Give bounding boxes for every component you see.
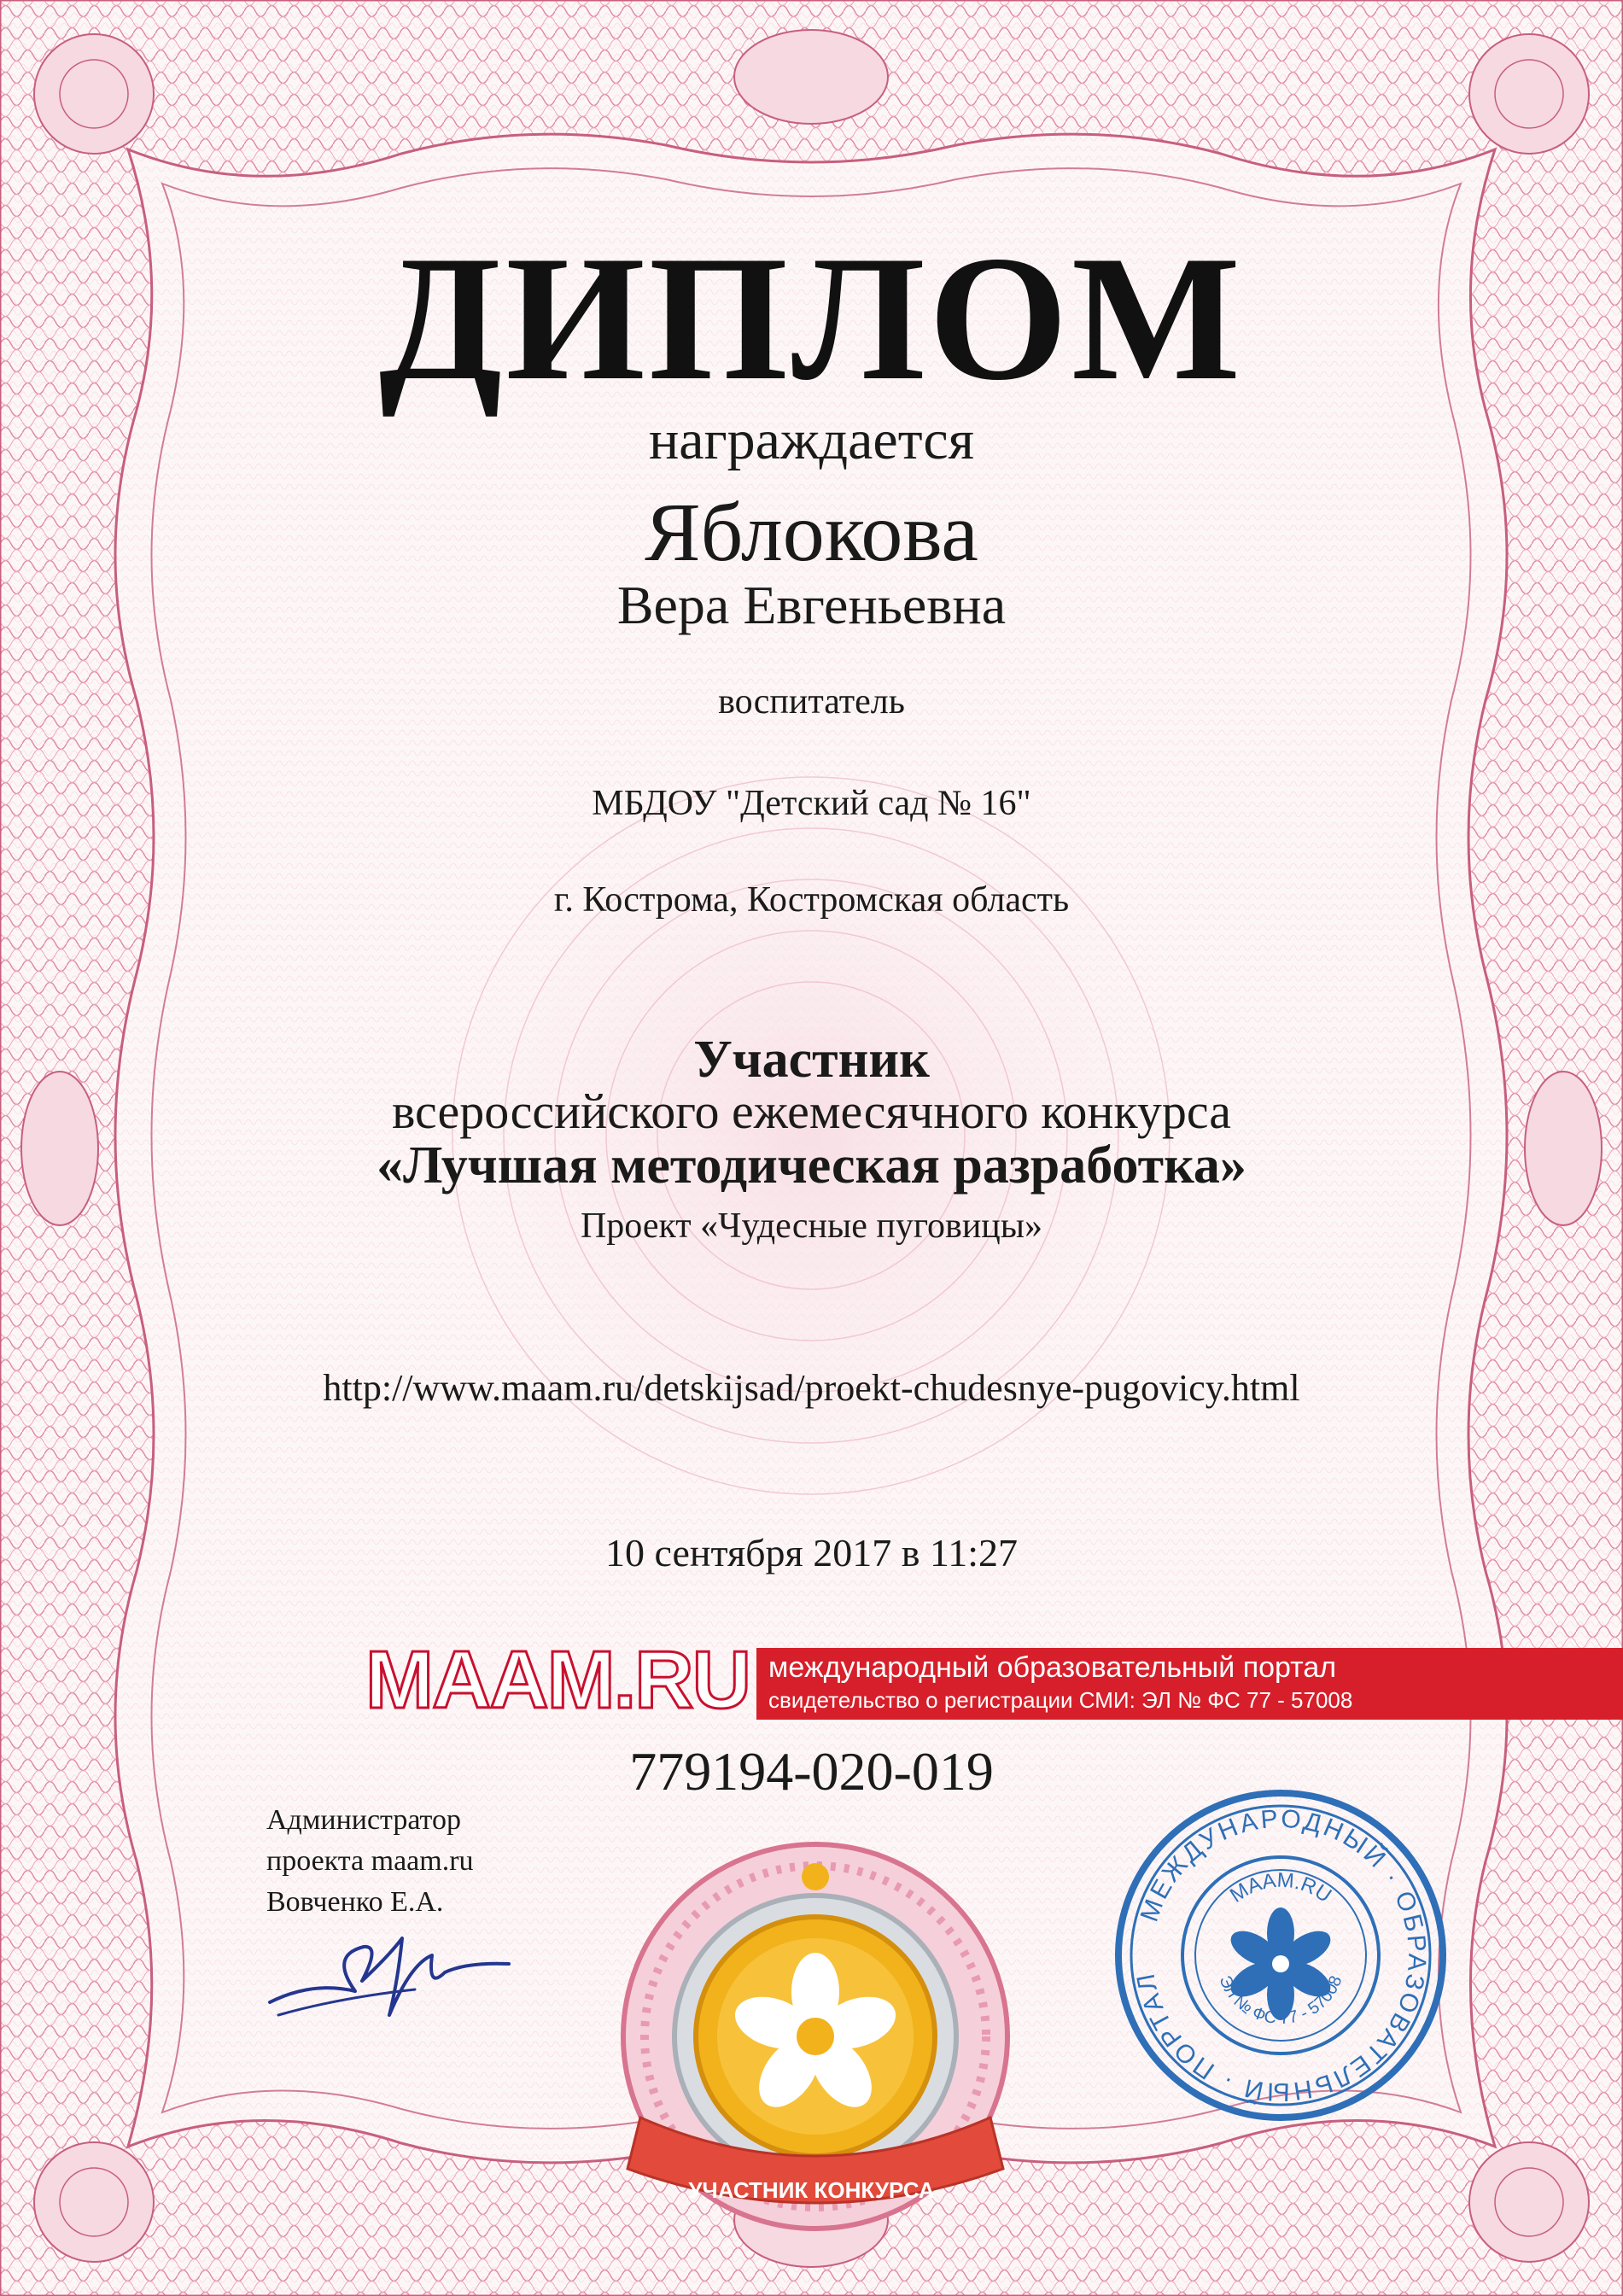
- contest-name: «Лучшая методическая разработка»: [377, 1136, 1246, 1195]
- stamp-outer-text: МЕЖДУНАРОДНЫЙ · ОБРАЗОВАТЕЛЬНЫЙ · ПОРТАЛ: [1131, 1804, 1432, 2106]
- admin-block: [266, 1800, 474, 1923]
- recipient-organization: МБДОУ "Детский сад № 16": [592, 784, 1031, 823]
- admin-title: Администратор: [266, 1804, 461, 1836]
- maam-brand-wordmark: MAAM.RU: [365, 1634, 750, 1726]
- recipient-given-names: Вера Евгеньевна: [616, 575, 1007, 635]
- awarded-text: награждается: [648, 409, 975, 471]
- project-title: Проект «Чудесные пуговицы»: [580, 1206, 1043, 1246]
- svg-text:MAAM.RU: [1226, 1869, 1335, 1907]
- contest-type: всероссийского ежемесячного конкурса: [391, 1084, 1232, 1139]
- recipient-position: воспитатель: [718, 682, 905, 722]
- project-url: http://www.maam.ru/detskijsad/proekt-chudesnye-pugovicy.html: [323, 1367, 1300, 1409]
- admin-project: проекта maam.ru: [266, 1845, 474, 1877]
- portal-registration: свидетельство о регистрации СМИ: ЭЛ № ФС 77 - 57008: [768, 1687, 1353, 1713]
- stamp-inner-text: MAAM.RU: [1225, 1868, 1336, 1907]
- medal-ribbon-text: УЧАСТНИК КОНКУРСА: [688, 2177, 935, 2203]
- stamp-bottom-text: ЭЛ № ФС 77 - 57008: [1215, 1972, 1346, 2029]
- official-stamp: [1110, 1785, 1451, 2126]
- admin-name: Вовченко Е.А.: [266, 1886, 444, 1918]
- diploma-title: ДИПЛОМ: [378, 219, 1245, 418]
- recipient-surname: Яблокова: [645, 487, 978, 579]
- participant-status: Участник: [693, 1031, 930, 1089]
- admin-signature: [261, 1921, 517, 2032]
- award-datetime: 10 сентября 2017 в 11:27: [604, 1531, 1019, 1574]
- portal-banner: [756, 1648, 1623, 1720]
- registration-number: 779194-020-019: [629, 1741, 994, 1802]
- recipient-city: г. Кострома, Костромская область: [553, 880, 1070, 920]
- portal-tagline: международный образовательный портал: [768, 1651, 1337, 1684]
